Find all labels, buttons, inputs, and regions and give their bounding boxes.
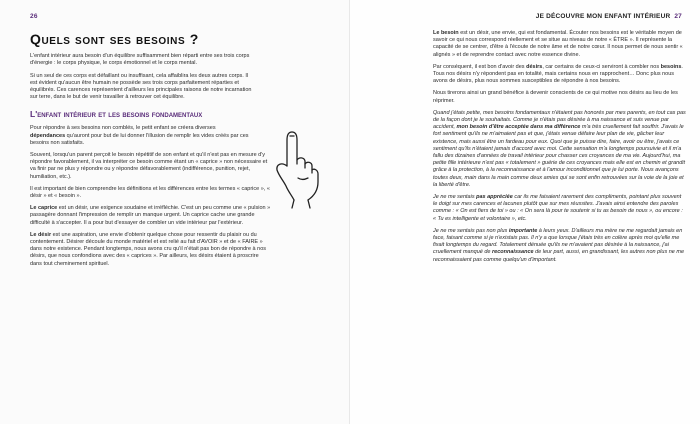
pointing-hand-illustration [268,128,328,210]
term-desir: Le désir [30,231,52,238]
emphasis-reconnaissance: reconnaissance [492,249,534,256]
page-title: Quels sont ses besoins ? [30,31,199,47]
paragraph-benefice: Nous tirerons ainsi un grand bénéfice à devenir conscients de ce qui motive nos désirs au lieu de les réprimer. [433,90,678,104]
section-subtitle: L'enfant intérieur et les besoins fondamentaux [30,109,203,120]
page-number-left: 26 [30,13,38,20]
term-besoin: Le besoin [433,30,459,36]
paragraph-definitions: Il est important de bien comprendre les définitions et les différences entre les termes « caprice », « désir » et « besoin ». [30,185,270,200]
intro-paragraph-1: L'enfant intérieur aura besoin d'un équilibre suffisamment bien réparti entre ses trois corps d'énergie : le corps physique, le corps émotionnel et le corps mental. [30,53,250,67]
term-caprice: Le caprice [30,205,58,212]
paragraph-caprice: Le caprice est un désir, une exigence soudaine et irréfléchie. C'est un peu comme une « pulsion » passagère donnant l'impression de remplir un manque urgent. Un caprice cache une grande difficulté à s'accepter. Il a pour but d'essayer de combler un vide intérieur par l'extérieur. [30,205,271,226]
paragraph-testimony-1: Quand j'étais petite, mes besoins fondamentaux n'étaient pas honorés par mes parents, en tout cas pas de la façon dont je le souhaitais. Comme je n'étais pas désirée à ma naissance et suis venue par accident, mon besoin d'être acceptée dans ma différence m'a très cruellement fait souffrir. J'avais le fort sentiment qu'ils ne m'aimaient pas et que, j'étais venue défaire leur plan de vie, gâcher leur existence, mais aussi être un fardeau pour eux. Quoi que je puisse dire, faire, avoir ou être, j'avais ce sentiment qu'ils n'étaient jamais d'accord avec moi. Cette sensation m'a longtemps poursuivie et il m'a fallu des dizaines d'années de travail intérieur pour chasser ces croyances de ma vie. Aujourd'hui, ma petite fille intérieure n'est pas « totalement » guérie de ces croyances mais elle est en chemin et grandit grâce à la protection, à la reconnaissance et à l'amour inconditionnel que je lui porte. Nous avançons toutes deux, main dans la main comme deux amies qui se sont enfin retrouvées sur la voie de la joie et la liberté d'être. [433,109,686,188]
paragraph-besoin: Le besoin est un désir, une envie, qui est fondamental. Écouter nos besoins est le véritable moyen de savoir ce qui nous correspond réellement et se situe au niveau de notre « ÊTRE ». Il représente la capacité de se centrer, d'être à l'écoute de notre âme et de notre cœur. Il nous permet de nous sentir « alignés » et de reprendre contact avec notre essence divine. [433,30,683,58]
running-head-title: JE DÉCOUVRE MON ENFANT INTÉRIEUR [535,13,671,20]
intro-paragraph-2: Si un seul de ces corps est défaillant ou insuffisant, cela affaiblira les deux autres corps. Il est évident qu'aucun être humain ne possède ses trois corps parfaitement réparties et équilibrés. Ces carences représentent d'ailleurs les principales raisons de notre incarnation sur terre, dans le but de venir travailler à retrouver cet équilibre. [30,72,252,101]
emphasis-besoin-accepte: mon besoin d'être acceptée dans ma différence [456,124,581,131]
paragraph-desir: Le désir est une aspiration, une envie d'obtenir quelque chose pour ressentir du plaisir ou du contentement. Désirer découle du monde matériel et est relié au fait d'AVOIR » et de « FAIRE » dans notre existence. Pendant longtemps, nous avons cru qu'il n'était pas bon de répondre à nos désirs, que nous confondions avec des « caprices ». Par ailleurs, les désirs étaient à proscrire dans tout cheminement spirituel. [30,231,267,267]
paragraph-parent: Souvent, lorsqu'un parent perçoit le besoin répétitif de son enfant et qu'il n'est pas en mesure d'y répondre favorablement, il va interpréter ce besoin comme étant un « caprice » non nécessaire et va finir par ne plus y répondre ou y répondre défavorablement (indifférence, punition, rejet, humiliation, etc.). [30,152,268,180]
paragraph-consequent: Par conséquent, il est bon d'avoir des désirs, car certains de ceux-ci serviront à combler nos besoins. Tous nos désirs n'y répondent pas en totalité, mais certains nous en rapprochent… Donc plus nous avons de désirs, plus nous sommes susceptibles de répondre à nos besoins. [433,63,683,85]
right-page-body [433,30,686,269]
paragraph-dependances: Pour répondre à ses besoins non comblés, le petit enfant se créera diverses dépendances qu'auront pour but de lui donner l'illusion de remplir les vides créés par ces besoins non satisfaits. [30,125,249,146]
running-head [536,13,682,20]
term-desirs: désirs [526,63,543,70]
emphasis-pas-appreciee: pas appréciée [476,194,513,201]
paragraph-testimony-2: Je ne me sentais pas appréciée car ils me faisaient rarement des compliments, pointant plus souvent le doigt sur mes carences et lacunes plutôt que sur mes réussites. J'avais ainsi entendre des paroles comme : « On est fiers de toi » ou : « On sera là pour te soutenir si tu as besoin de nous », ou encore : « Tu es intelligente et volontaire », etc. [433,194,683,222]
page-number-right: 27 [674,13,682,20]
right-page [350,0,700,424]
term-besoins: besoins [660,63,682,70]
emphasis-importante: importante [508,227,538,234]
paragraph-testimony-3: Je ne me sentais pas non plus importante à leurs yeux. D'ailleurs ma mère ne me regardait jamais en face, faisant comme si je n'existais pas. Il n'y a que lorsque j'étais très en colère après moi qu'elle me fixait longtemps du regard. Totalement dénuée qu'ils ne m'avaient pas désirée à la naissance, j'ai cruellement manqué de reconnaissance de leur part, aussi, en grandissant, les autres non plus ne me reconnaissaient pas comme quelqu'un d'important. [433,227,685,263]
term-dependances: dépendances [30,132,66,139]
left-page-body [30,30,272,273]
